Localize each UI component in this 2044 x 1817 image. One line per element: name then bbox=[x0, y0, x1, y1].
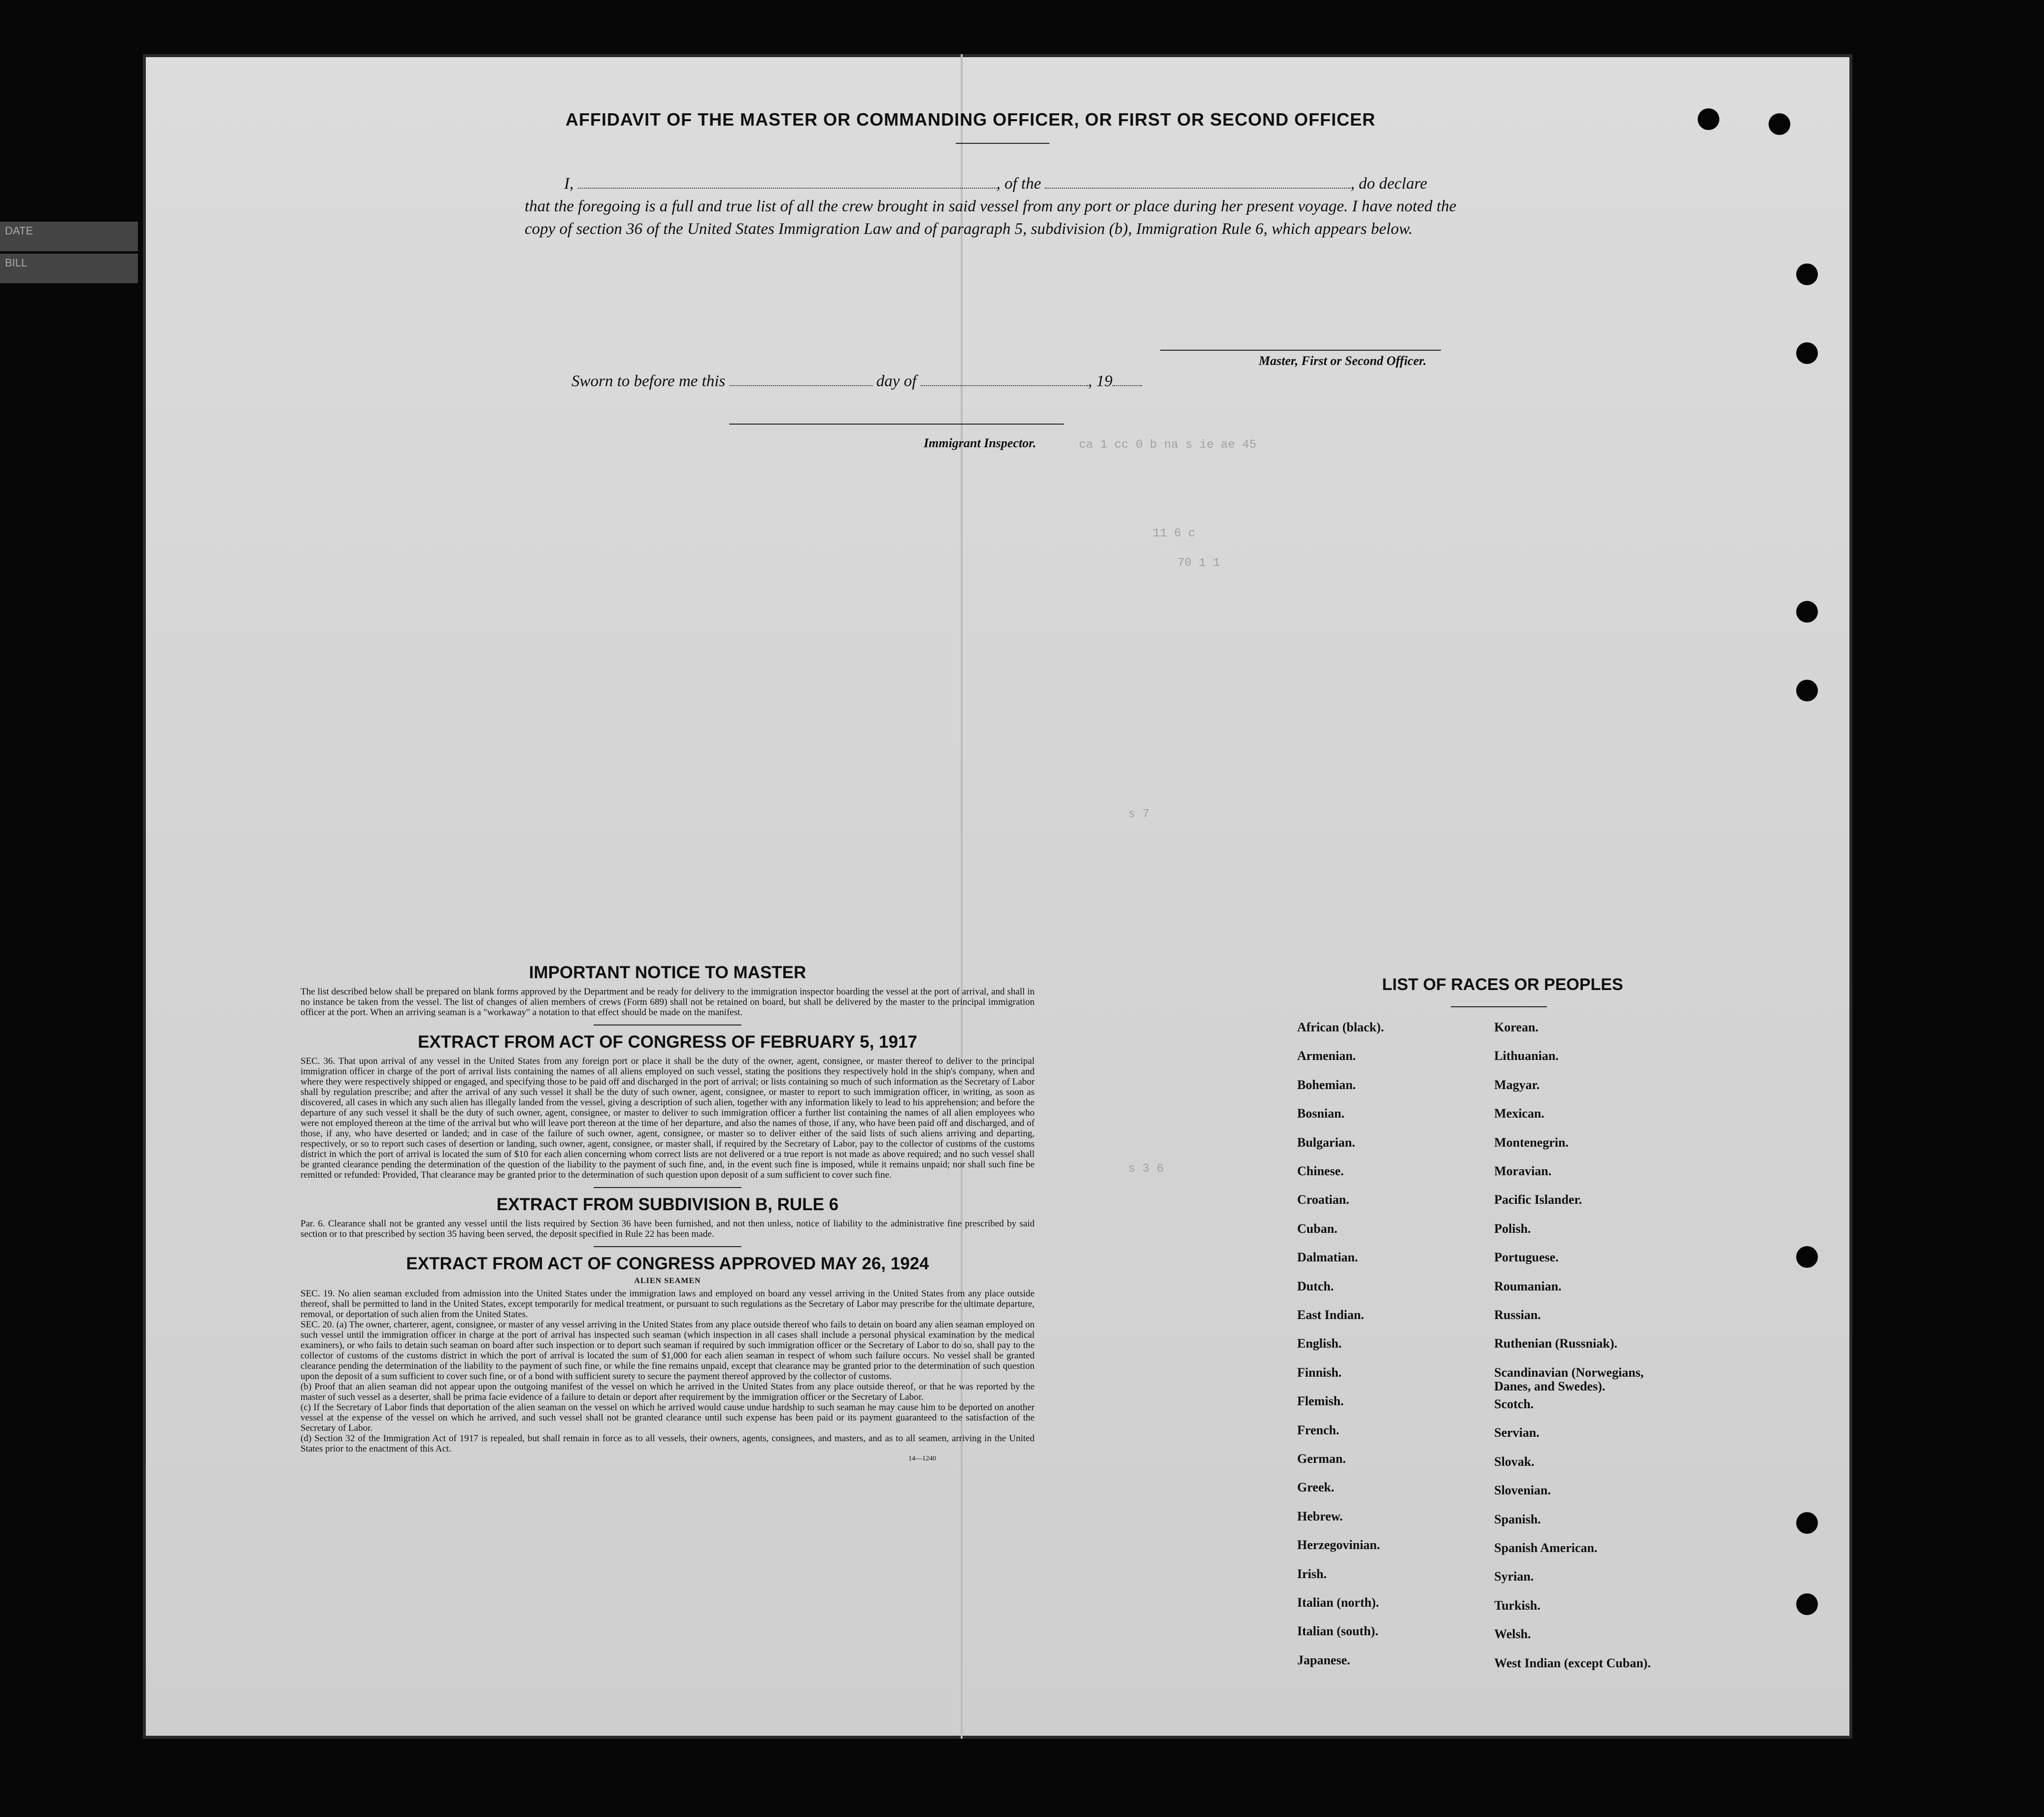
race-item: Syrian. bbox=[1494, 1569, 1534, 1584]
race-item: Korean. bbox=[1494, 1020, 1539, 1034]
race-item: Slovak. bbox=[1494, 1454, 1535, 1469]
form-number: 14—1240 bbox=[908, 1455, 936, 1462]
affidavit-title: AFFIDAVIT OF THE MASTER OR COMMANDING OFFICER, OR FIRST OR SECOND OFFICER bbox=[565, 109, 1376, 130]
vessel-blank[interactable] bbox=[1045, 176, 1350, 189]
race-item: Armenian. bbox=[1297, 1049, 1356, 1063]
punch-hole bbox=[1796, 1593, 1818, 1615]
races-title: LIST OF RACES OR PEOPLES bbox=[1382, 975, 1623, 994]
race-item: Servian. bbox=[1494, 1425, 1540, 1440]
inspector-label: Immigrant Inspector. bbox=[924, 436, 1037, 450]
punch-hole bbox=[1796, 1512, 1818, 1534]
bleed-through-text: s 3 6 bbox=[1128, 1162, 1164, 1176]
race-item: Magyar. bbox=[1494, 1077, 1540, 1092]
sworn-day-blank[interactable] bbox=[730, 373, 872, 386]
race-item: Croatian. bbox=[1297, 1192, 1349, 1207]
manifest-page bbox=[143, 54, 1852, 1739]
race-item: Spanish American. bbox=[1494, 1541, 1598, 1555]
instructions-column bbox=[301, 963, 1035, 1463]
punch-hole bbox=[1796, 342, 1818, 364]
race-item: Russian. bbox=[1494, 1308, 1541, 1322]
race-item: Portuguese. bbox=[1494, 1250, 1559, 1265]
affidavit-line1-mid: , of the bbox=[996, 175, 1041, 193]
rule6-title: EXTRACT FROM SUBDIVISION B, RULE 6 bbox=[496, 1195, 839, 1214]
notice-title: IMPORTANT NOTICE TO MASTER bbox=[529, 963, 806, 982]
race-item: Welsh. bbox=[1494, 1627, 1531, 1642]
race-item: Flemish. bbox=[1297, 1394, 1344, 1409]
race-item: African (black). bbox=[1297, 1020, 1384, 1034]
bleed-through-text: s 7 bbox=[1128, 808, 1150, 821]
bleed-through-text: 11 6 c bbox=[1153, 527, 1196, 540]
punch-hole bbox=[1796, 1246, 1818, 1268]
race-item: Irish. bbox=[1297, 1566, 1327, 1581]
race-item: Polish. bbox=[1494, 1221, 1531, 1236]
sec20b-text: (b) Proof that an alien seaman did not appear upon the outgoing manifest of the vessel on which he arrived in the United States from any place outside thereof, or that he was reported by the master of such vessel as a deserter, shall be prima facie evidence of a failure to detain or deport after requirement by the immigration officer or the Secretary of Labor. bbox=[301, 1382, 1035, 1402]
bleed-through-text: ca 1 cc 0 b na s ie ae 45 bbox=[1079, 438, 1257, 452]
race-item: Dutch. bbox=[1297, 1279, 1334, 1293]
edge-tab-date: DATE bbox=[0, 222, 138, 251]
race-item: Chinese. bbox=[1297, 1164, 1344, 1178]
rule6-text: Par. 6. Clearance shall not be granted any vessel until the lists required by Section 36 have been furnished, and not then unless, notice of liability to the administrative fine prescribed by said section or to that prescribed by section 35 having been served, the deposit specified in Rule 22 has been made. bbox=[301, 1219, 1035, 1239]
bleed-through-text: 70 1 1 bbox=[1177, 557, 1220, 570]
extract-1917-title: EXTRACT FROM ACT OF CONGRESS OF FEBRUARY 5, 1917 bbox=[418, 1032, 917, 1052]
master-signature-label: Master, First or Second Officer. bbox=[1259, 354, 1427, 368]
race-item: Roumanian. bbox=[1494, 1279, 1562, 1293]
race-item: Slovenian. bbox=[1494, 1483, 1551, 1498]
race-item: Lithuanian. bbox=[1494, 1049, 1559, 1063]
race-item: Turkish. bbox=[1494, 1598, 1541, 1613]
race-item: Japanese. bbox=[1297, 1652, 1350, 1667]
race-item: Scandinavian (Norwegians, Danes, and Swedes). bbox=[1494, 1365, 1644, 1393]
race-item: East Indian. bbox=[1297, 1308, 1364, 1322]
affidavit-text bbox=[525, 172, 1485, 240]
inspector-signature-line[interactable] bbox=[729, 424, 1064, 425]
race-item: Dalmatian. bbox=[1297, 1250, 1358, 1265]
race-item: Greek. bbox=[1297, 1480, 1335, 1495]
race-item: Herzegovinian. bbox=[1297, 1538, 1380, 1553]
race-item: Bosnian. bbox=[1297, 1106, 1345, 1121]
sworn-month-blank[interactable] bbox=[921, 373, 1088, 386]
race-item: French. bbox=[1297, 1422, 1340, 1437]
sworn-line bbox=[571, 372, 1142, 391]
races-title-rule bbox=[1451, 1006, 1547, 1007]
race-item: Bohemian. bbox=[1297, 1077, 1356, 1092]
sec20c-text: (c) If the Secretary of Labor finds that deportation of the alien seaman on the vessel on which he arrived would cause undue hardship to such seaman he may cause him to be deported on another vessel at the expense of the vessel on which he arrived, and such vessel shall not be granted clearance until such expense has been paid or its payment guaranteed to the satisfaction of the Secretary of Labor. bbox=[301, 1402, 1035, 1433]
race-item: English. bbox=[1297, 1336, 1342, 1351]
section-divider bbox=[594, 1024, 741, 1025]
race-item: Italian (south). bbox=[1297, 1624, 1378, 1639]
race-item: German. bbox=[1297, 1452, 1346, 1466]
race-item: Montenegrin. bbox=[1494, 1135, 1569, 1150]
punch-hole bbox=[1796, 601, 1818, 623]
section-divider bbox=[594, 1187, 741, 1188]
sworn-year-blank[interactable] bbox=[1112, 373, 1142, 386]
race-item: Bulgarian. bbox=[1297, 1135, 1355, 1150]
race-item: Cuban. bbox=[1297, 1221, 1338, 1236]
sec20d-text: (d) Section 32 of the Immigration Act of 1917 is repealed, but shall remain in force as to all vessels, their owners, agents, consignees, and masters, and as to all seamen, arriving in the United States prior to the enactment of this Act. bbox=[301, 1433, 1035, 1454]
punch-hole bbox=[1769, 113, 1790, 135]
sec20a-text: SEC. 20. (a) The owner, charterer, agent, consignee, or master of any vessel arriving in the United States from any place outside thereof who fails to detain on board any alien seaman employed on such vessel until the immigration officer in charge at the port of arrival has inspected such seaman (which inspection in all cases shall include a personal physical examination by the medical examiners), or who fails to detain such seaman on board after such inspection or to deport such seaman if required by such immigration officer or the Secretary of Labor to do so, shall pay to the collector of customs of the customs district in which the port of arrival is located the sum of $1,000 for each alien seaman in respect of whom such failure occurs. No vessel shall be granted clearance pending the determination of the liability to the payment of such fine, or while the fine remains unpaid, except that clearance may be granted prior to the determination of such question upon the deposit of a sum sufficient to cover such fine, or of a bond with sufficient surety to secure the payment thereof approved by the collector of customs. bbox=[301, 1320, 1035, 1382]
extract-1917-text: SEC. 36. That upon arrival of any vessel in the United States from any foreign port or place it shall be the duty of the owner, agent, consignee, or master thereof to deliver to the principal immigration officer in charge of the port of arrival lists containing the names of all aliens employed on such vessel, stating the positions they respectively hold in the ship's company, when and where they were respectively shipped or engaged, and specifying those to be paid off and discharged in the port of arrival; or lists containing so much of such information as the Secretary of Labor shall by regulation prescribe; and after the arrival of any such vessel it shall be the duty of such owner, agent, consignee, or master to report to such immigration officer, in writing, as soon as discovered, all cases in which any such alien has illegally landed from the vessel, giving a description of such alien, together with any information likely to lead to his apprehension; and before the departure of any such vessel it shall be the duty of such owner, agent, consignee, or master to deliver to such immigration officer a further list containing the names of all alien employees who were not employed thereon at the time of the arrival but who will leave port thereon at the time of her departure, and also the names of those, if any, who have been paid off and discharged, and of those, if any, who have deserted or landed; and in case of the failure of such owner, agent, consignee, or master so to deliver either of the said lists of such aliens arriving and departing, respectively, or so to report such cases of desertion or landing, such owner, agent, consignee, or master shall, if required by the Secretary of Labor, pay to the collector of customs of the customs district in which the port of arrival is located the sum of $10 for each alien concerning whom correct lists are not delivered or a true report is not made as above required; and no such vessel shall be granted clearance pending the determination of the question of the liability to the payment of such fine, and, in the event such fine is imposed, while it remains unpaid; nor shall such fine be remitted or refunded: Provided, That clearance may be granted prior to the determination of such question upon deposit of a sum sufficient to cover such fine. bbox=[301, 1056, 1035, 1180]
sec19-text: SEC. 19. No alien seaman excluded from admission into the United States under the immigration laws and employed on board any vessel arriving in the United States from any place outside thereof, shall be permitted to land in the United States, except temporarily for medical treatment, or pursuant to such regulations as the Secretary of Labor may prescribe for the ultimate departure, removal, or deportation of such alien from the United States. bbox=[301, 1288, 1035, 1320]
alien-seamen-subtitle: ALIEN SEAMEN bbox=[634, 1277, 701, 1285]
race-item: Hebrew. bbox=[1297, 1509, 1343, 1523]
extract-1924-title: EXTRACT FROM ACT OF CONGRESS APPROVED MAY 26, 1924 bbox=[406, 1254, 929, 1273]
sworn-day-label: day of bbox=[876, 372, 917, 390]
punch-hole bbox=[1698, 108, 1719, 130]
affidavit-line1-start: I, bbox=[564, 175, 574, 193]
race-item: Mexican. bbox=[1494, 1106, 1544, 1121]
section-divider bbox=[594, 1246, 741, 1247]
sworn-label: Sworn to before me this bbox=[571, 372, 726, 390]
race-item: Ruthenian (Russniak). bbox=[1494, 1336, 1617, 1351]
title-rule bbox=[956, 143, 1049, 144]
race-item: Italian (north). bbox=[1297, 1595, 1379, 1610]
page-fold bbox=[961, 54, 963, 1739]
punch-hole bbox=[1796, 264, 1818, 285]
race-item: Spanish. bbox=[1494, 1512, 1541, 1526]
race-item: West Indian (except Cuban). bbox=[1494, 1655, 1651, 1670]
affidavit-line1-end: , do declare bbox=[1350, 175, 1427, 193]
edge-tab-bill: BILL bbox=[0, 254, 138, 283]
sworn-year-label: , 19 bbox=[1088, 372, 1113, 390]
affidavit-body: that the foregoing is a full and true list of all the crew brought in said vessel from any port or place during her present voyage. I have noted the copy of section 36 of the United States Immigration Law and of paragraph 5, subdivision (b), Immigration Rule 6, which appears below. bbox=[525, 198, 1457, 238]
race-item: Finnish. bbox=[1297, 1365, 1342, 1380]
master-signature-line[interactable] bbox=[1160, 350, 1441, 351]
name-blank[interactable] bbox=[578, 176, 997, 189]
race-item: Moravian. bbox=[1494, 1164, 1552, 1178]
notice-text: The list described below shall be prepared on blank forms approved by the Department and be ready for delivery to the immigration inspector boarding the vessel at the port of arrival, and shall in no instance be taken from the vessel. The list of changes of alien members of crews (Form 689) shall not be retained on board, but shall be delivered by the master to the principal immigration officer at the port. When an arriving seaman is a "workaway" a notation to that effect should be made on the manifest. bbox=[301, 987, 1035, 1018]
punch-hole bbox=[1796, 680, 1818, 701]
race-item: Pacific Islander. bbox=[1494, 1192, 1582, 1207]
race-item: Scotch. bbox=[1494, 1397, 1534, 1412]
